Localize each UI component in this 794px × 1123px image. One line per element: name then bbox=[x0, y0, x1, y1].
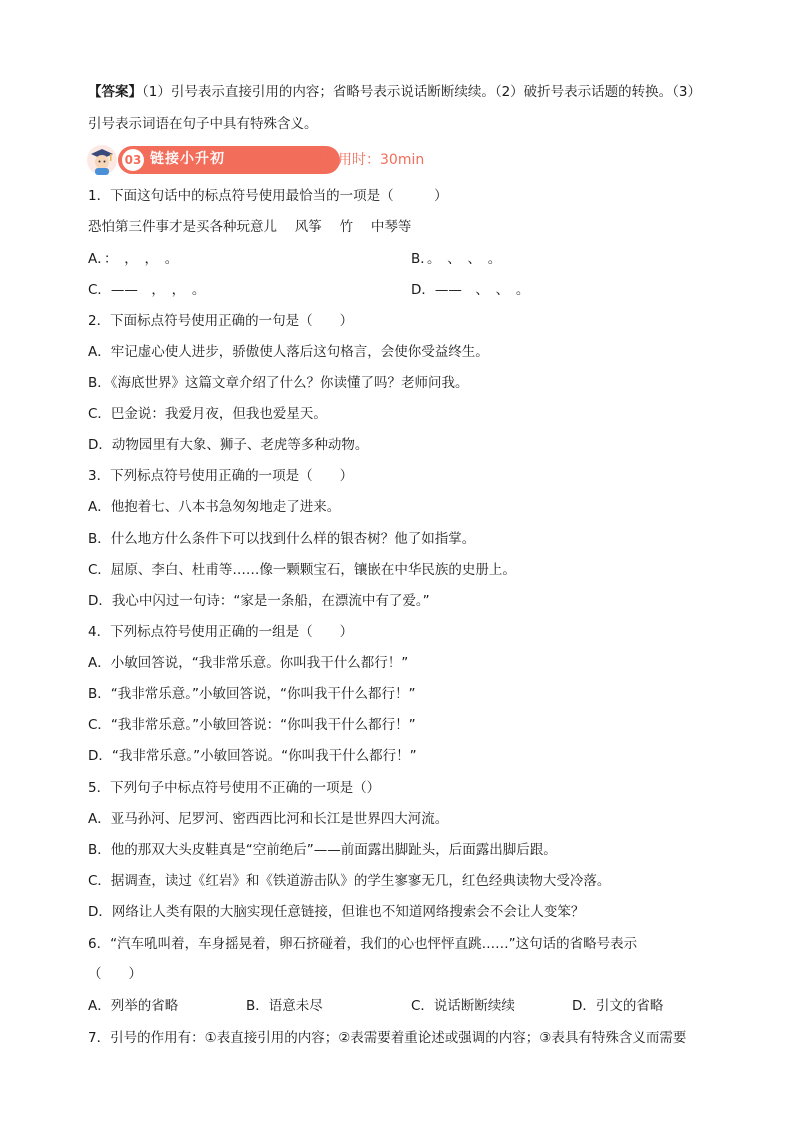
question-4-option-b: B．“我非常乐意。”小敏回答说，“你叫我干什么都行！” bbox=[88, 686, 416, 702]
question-5-option-d: D．网络让人类有限的大脑实现任意链接，但谁也不知道网络搜索会不会让人变笨？ bbox=[88, 904, 585, 920]
question-3-option-a: A．他抱着七、八本书急匆匆地走了进来。 bbox=[88, 499, 341, 515]
answer-text-1: （1）引号表示直接引用的内容；省略号表示说话断断续续。（2）破折号表示话题的转换。（3） bbox=[142, 84, 702, 100]
question-1-option-d: D．—— 、 、 。 bbox=[411, 282, 530, 298]
question-3-option-c: C．屈原、李白、杜甫等……像一颗颗宝石，镶嵌在中华民族的史册上。 bbox=[88, 562, 516, 578]
question-5-stem: 5．下列句子中标点符号使用不正确的一项是（） bbox=[88, 780, 381, 796]
question-2-option-a: A．牢记虚心使人进步，骄傲使人落后这句格言，会使你受益终生。 bbox=[88, 344, 489, 360]
question-4-option-c: C．“我非常乐意。”小敏回答说：“你叫我干什么都行！” bbox=[88, 717, 416, 733]
question-4-option-d: D．“我非常乐意。”小敏回答说。“你叫我干什么都行！” bbox=[88, 748, 417, 764]
answer-line-1 bbox=[88, 82, 701, 102]
question-1-sentence: 恐怕第三件事才是买各种玩意儿 风筝 竹 中琴等 bbox=[88, 219, 412, 235]
student-avatar-icon bbox=[86, 144, 118, 176]
question-1-stem: 1．下面这句话中的标点符号使用最恰当的一项是（ ） bbox=[88, 188, 448, 204]
question-6-option-b: B．语意未尽 bbox=[246, 998, 323, 1014]
question-5-option-a: A．亚马孙河、尼罗河、密西西比河和长江是世界四大河流。 bbox=[88, 811, 449, 827]
question-1-option-a: A．： ， ， 。 bbox=[88, 251, 179, 267]
question-1-option-c: C．—— ， ， 。 bbox=[88, 282, 206, 298]
question-4-option-a: A．小敏回答说，“我非常乐意。你叫我干什么都行！” bbox=[88, 655, 409, 671]
question-5-option-c: C．据调查，读过《红岩》和《铁道游击队》的学生寥寥无几，红色经典读物大受冷落。 bbox=[88, 873, 611, 889]
section-banner bbox=[86, 144, 456, 176]
clock-icon bbox=[292, 152, 306, 166]
question-5-option-b: B．他的那双大头皮鞋真是“空前绝后”——前面露出脚趾头，后面露出脚后跟。 bbox=[88, 842, 557, 858]
question-6-bracket: （ ） bbox=[88, 966, 142, 982]
question-4-stem: 4．下列标点符号使用正确的一组是（ ） bbox=[88, 624, 354, 640]
question-3-option-d: D．我心中闪过一句诗：“家是一条船，在漂流中有了爱。” bbox=[88, 593, 430, 609]
double-arrow-icon: >> bbox=[258, 150, 280, 168]
section-title: 链接小升初 bbox=[150, 151, 225, 167]
section-number: 03 bbox=[122, 149, 144, 171]
question-2-option-c: C．巴金说：我爱月夜，但我也爱星天。 bbox=[88, 406, 327, 422]
question-2-option-b: B．《海底世界》这篇文章介绍了什么？你读懂了吗？老师问我。 bbox=[88, 375, 469, 391]
suggested-time: 建议用时：30min bbox=[310, 152, 425, 168]
question-1-option-b: B．。 、 、 。 bbox=[411, 251, 502, 267]
question-3-option-b: B．什么地方什么条件下可以找到什么样的银杏树？他了如指掌。 bbox=[88, 531, 476, 547]
answer-label: 【答案】 bbox=[88, 84, 142, 100]
question-3-stem: 3．下列标点符号使用正确的一项是（ ） bbox=[88, 468, 354, 484]
question-2-stem: 2．下面标点符号使用正确的一句是（ ） bbox=[88, 313, 354, 329]
question-6-option-a: A．列举的省略 bbox=[88, 998, 179, 1014]
answer-line-2: 引号表示词语在句子中具有特殊含义。 bbox=[88, 116, 318, 132]
question-7-stem: 7．引号的作用有：①表直接引用的内容；②表需要着重论述或强调的内容；③表具有特殊含义而需要 bbox=[88, 1030, 687, 1046]
question-6-option-d: D．引文的省略 bbox=[572, 998, 664, 1014]
question-2-option-d: D．动物园里有大象、狮子、老虎等多种动物。 bbox=[88, 437, 369, 453]
question-6-option-c: C．说话断断续续 bbox=[411, 998, 515, 1014]
question-6-stem: 6．“汽车吼叫着，车身摇晃着，卵石挤碰着，我们的心也怦怦直跳……”这句话的省略号表示 bbox=[88, 936, 638, 952]
